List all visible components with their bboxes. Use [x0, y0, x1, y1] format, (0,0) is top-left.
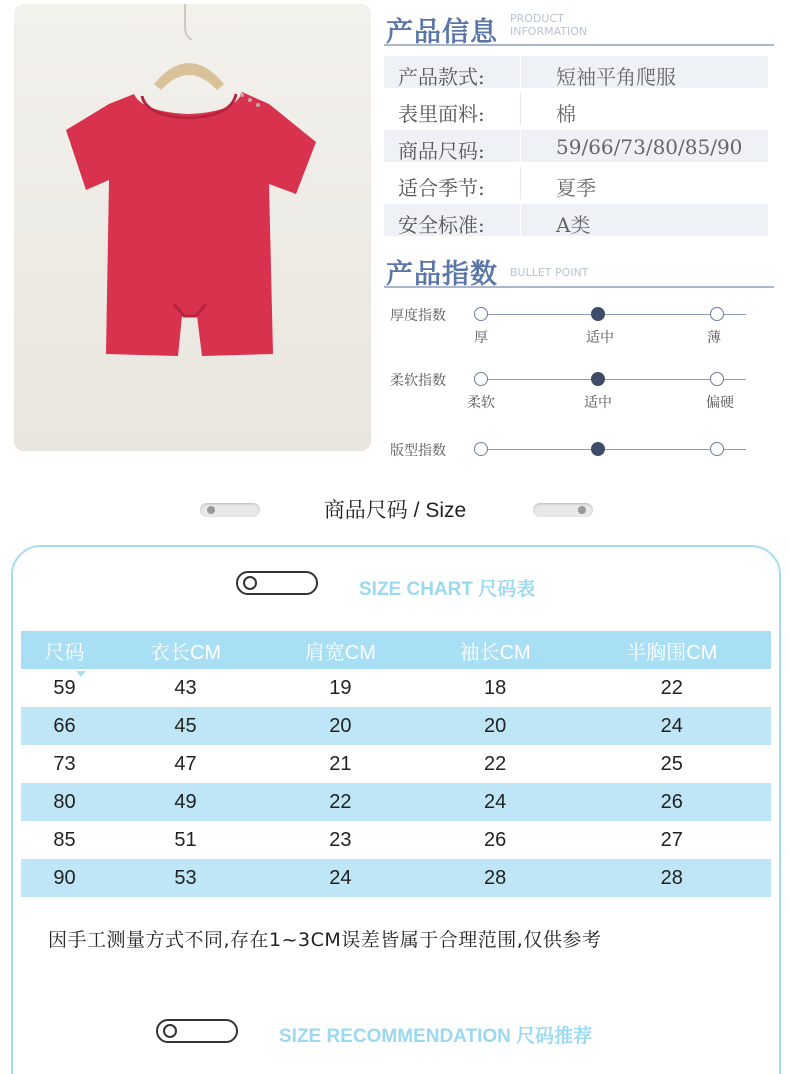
table-header: 袖长CM — [418, 631, 573, 669]
table-cell: 28 — [573, 859, 771, 897]
pill-toggle-icon — [156, 1019, 238, 1043]
index-dot — [474, 307, 488, 321]
table-header: 肩宽CM — [263, 631, 418, 669]
index-dot — [474, 442, 488, 456]
info-row-fabric — [384, 93, 768, 125]
table-cell: 25 — [660, 752, 683, 775]
index-option: 厚 — [474, 330, 488, 346]
index-option: 适中 — [584, 395, 612, 411]
table-cell: 22 — [660, 676, 683, 699]
table-header: 衣长CM — [108, 631, 263, 669]
size-chart-table — [21, 631, 771, 897]
info-key: 安全标准: — [398, 213, 485, 237]
table-cell: 24 — [573, 707, 771, 745]
info-row-style — [384, 56, 768, 88]
toggle-knob — [578, 506, 586, 514]
table-cell: 90 — [21, 859, 108, 897]
thickness-index — [390, 305, 760, 355]
product-info-title-en — [510, 12, 630, 38]
table-header: 半胸围CM — [573, 631, 771, 669]
table-cell: 24 — [263, 859, 418, 897]
table-header-row — [21, 631, 771, 669]
index-dot — [710, 307, 724, 321]
index-track — [480, 314, 746, 315]
index-option: 适中 — [586, 330, 614, 346]
divider — [520, 93, 521, 125]
info-value: 59/66/73/80/85/90 — [556, 135, 743, 159]
info-value: 棉 — [556, 102, 576, 126]
table-cell: 19 — [329, 676, 352, 699]
info-key: 表里面料: — [398, 102, 485, 126]
table-cell: 80 — [21, 783, 108, 821]
index-dot-selected — [591, 307, 605, 321]
index-label: 厚度指数 — [390, 308, 446, 324]
table-cell: 27 — [660, 828, 683, 851]
table-cell: 18 — [484, 676, 507, 699]
table-cell: 24 — [418, 783, 573, 821]
table-cell: 51 — [174, 828, 197, 851]
info-key: 产品款式: — [398, 65, 485, 89]
info-value: 短袖平角爬服 — [556, 65, 676, 89]
pill-toggle-icon — [236, 571, 318, 595]
index-dot — [710, 372, 724, 386]
index-dot-selected — [591, 442, 605, 456]
product-info-title: 产品信息 — [386, 17, 498, 48]
table-cell: 20 — [418, 707, 573, 745]
product-info-header — [384, 6, 774, 46]
info-row-season — [384, 167, 768, 199]
product-info-title-en-line2: INFORMATION — [510, 25, 588, 38]
size-recommendation-title: SIZE RECOMMENDATION 尺码推荐 — [279, 1026, 593, 1047]
table-cell: 85 — [53, 828, 76, 851]
product-index-title-en: BULLET POINT — [510, 266, 589, 279]
info-key: 适合季节: — [398, 176, 485, 200]
info-key: 商品尺码: — [398, 139, 485, 163]
fit-index — [390, 440, 760, 490]
table-header: 尺码 — [21, 631, 108, 669]
table-cell: 26 — [484, 828, 507, 851]
toggle-decoration-right — [533, 503, 593, 517]
divider — [520, 130, 521, 162]
table-row — [21, 821, 771, 859]
pill-circle — [163, 1024, 177, 1038]
table-cell: 49 — [108, 783, 263, 821]
info-value: A类 — [556, 213, 591, 237]
size-chart-title: SIZE CHART 尺码表 — [359, 579, 536, 600]
table-cell: 28 — [418, 859, 573, 897]
table-cell: 22 — [263, 783, 418, 821]
table-cell: 47 — [174, 752, 197, 775]
table-cell: 22 — [484, 752, 507, 775]
softness-index — [390, 370, 760, 420]
info-value: 夏季 — [556, 176, 596, 200]
table-cell: 53 — [108, 859, 263, 897]
table-row — [21, 669, 771, 707]
index-dot — [474, 372, 488, 386]
index-label: 柔软指数 — [390, 373, 446, 389]
index-option: 柔软 — [467, 395, 495, 411]
table-cell: 66 — [21, 707, 108, 745]
index-dot-selected — [591, 372, 605, 386]
divider — [520, 204, 521, 236]
table-cell: 21 — [329, 752, 352, 775]
table-cell: 45 — [108, 707, 263, 745]
header-pointer-icon — [76, 671, 86, 677]
table-cell: 59 — [53, 676, 76, 699]
measurement-note: 因手工测量方式不同,存在1~3CM误差皆属于合理范围,仅供参考 — [48, 929, 602, 951]
table-cell: 73 — [53, 752, 76, 775]
table-cell: 43 — [174, 676, 197, 699]
table-row — [21, 859, 771, 897]
info-row-size — [384, 130, 768, 162]
table-cell: 26 — [573, 783, 771, 821]
index-track — [480, 449, 746, 450]
table-row — [21, 707, 771, 745]
info-row-safety — [384, 204, 768, 236]
product-index-title: 产品指数 — [386, 259, 498, 290]
table-row — [21, 745, 771, 783]
table-cell: 20 — [263, 707, 418, 745]
index-track — [480, 379, 746, 380]
index-option: 偏硬 — [706, 395, 734, 411]
product-index-header — [384, 248, 774, 288]
product-photo — [14, 4, 371, 451]
divider — [520, 167, 521, 199]
product-info-title-en-line1: PRODUCT — [510, 12, 564, 25]
size-section-title: 商品尺码 / Size — [323, 499, 467, 522]
divider — [520, 56, 521, 88]
table-row — [21, 783, 771, 821]
product-info-table — [384, 56, 768, 241]
pill-circle — [243, 576, 257, 590]
index-dot — [710, 442, 724, 456]
index-option: 薄 — [707, 330, 721, 346]
index-label: 版型指数 — [390, 443, 446, 459]
table-cell: 23 — [329, 828, 352, 851]
